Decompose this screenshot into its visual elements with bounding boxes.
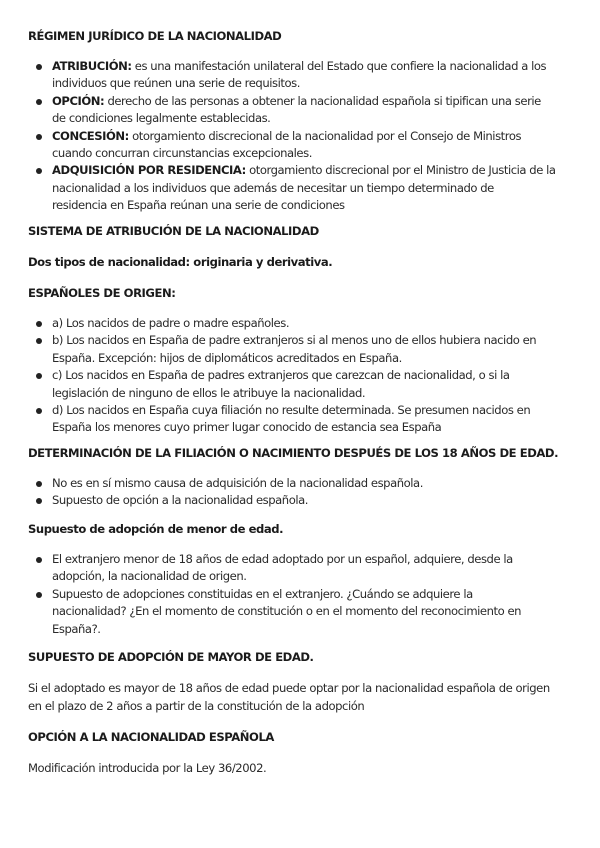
- heading-determinacion-filiacion: DETERMINACIÓN DE LA FILIACIÓN O NACIMIENTO DESPUÉS DE LOS 18 AÑOS DE EDAD.: [28, 446, 559, 460]
- list-item-line: No es en sí mismo causa de adquisición de la nacionalidad española.: [52, 476, 423, 490]
- subheading-tipos-nacionalidad: Dos tipos de nacionalidad: originaria y derivativa.: [28, 255, 333, 269]
- heading-adopcion-menor: Supuesto de adopción de menor de edad.: [28, 522, 284, 536]
- list-item-line: nacionalidad a los individuos que además de necesitar un tiempo determinado de: [52, 180, 494, 195]
- heading-opcion-nacionalidad: OPCIÓN A LA NACIONALIDAD ESPAÑOLA: [28, 730, 274, 744]
- term-definition: otorgamiento discrecional de la nacionalidad por el Consejo de Ministros: [128, 128, 522, 143]
- list-espanoles-origen: [52, 315, 536, 437]
- heading-sistema-atribucion: SISTEMA DE ATRIBUCIÓN DE LA NACIONALIDAD: [28, 224, 319, 238]
- term-label: ATRIBUCIÓN:: [52, 59, 132, 73]
- list-item: [52, 586, 521, 638]
- list-item-adquisicion-residencia: [52, 162, 556, 214]
- list-item-line: [52, 58, 556, 75]
- paragraph-line: en el plazo de 2 años a partir de la constitución de la adopción: [28, 698, 365, 713]
- paragraph-line: Si el adoptado es mayor de 18 años de edad puede optar por la nacionalidad española de origen: [28, 681, 550, 695]
- list-item: [52, 315, 536, 332]
- list-item-line: individuos que reúnen una serie de requisitos.: [52, 76, 300, 91]
- list-item-line: b) Los nacidos en España de padre extranjeros si al menos uno de ellos hubiera nacido en: [52, 333, 537, 348]
- list-item-opcion: [52, 93, 556, 128]
- list-item-line: [52, 93, 556, 110]
- list-item-line: Supuesto de adopciones constituidas en el extranjero. ¿Cuándo se adquiere la: [52, 586, 473, 601]
- term-definition: otorgamiento discrecional por el Ministro de Justicia de la: [245, 163, 556, 178]
- term-label: OPCIÓN:: [52, 93, 105, 108]
- term-definition: es una manifestación unilateral del Estado que confiere la nacionalidad a los: [131, 59, 547, 73]
- list-regimen-juridico: [52, 58, 556, 215]
- heading-adopcion-mayor: SUPUESTO DE ADOPCIÓN DE MAYOR DE EDAD.: [28, 650, 314, 664]
- term-label: ADQUISICIÓN POR RESIDENCIA:: [52, 163, 246, 178]
- list-item-line: [52, 162, 556, 179]
- list-item-line: [52, 128, 556, 145]
- list-item-line: a) Los nacidos de padre o madre españoles.: [52, 316, 290, 330]
- list-item-line: España los menores cuyo primer lugar conocido de estancia sea España: [52, 420, 442, 435]
- list-item-line: nacionalidad? ¿En el momento de constitución o en el momento del reconocimiento en: [52, 604, 522, 619]
- list-item-line: adopción, la nacionalidad de origen.: [52, 569, 247, 584]
- term-label: CONCESIÓN:: [52, 128, 129, 143]
- list-item: [52, 367, 536, 402]
- list-item-line: El extranjero menor de 18 años de edad adoptado por un español, adquiere, desde la: [52, 552, 513, 566]
- paragraph-adopcion-mayor: [28, 680, 550, 715]
- list-item-line: España?.: [52, 621, 101, 636]
- list-item-line: cuando concurran circunstancias excepcionales.: [52, 146, 312, 161]
- list-item-line: España. Excepción: hijos de diplomáticos acreditados en España.: [52, 350, 402, 365]
- list-item-line: legislación de ninguno de ellos le atribuye la nacionalidad.: [52, 385, 366, 400]
- paragraph-opcion-nacionalidad: Modificación introducida por la Ley 36/2002.: [28, 761, 267, 775]
- heading-regimen-juridico: RÉGIMEN JURÍDICO DE LA NACIONALIDAD: [28, 29, 282, 43]
- list-item-line: residencia en España reúnan una serie de condiciones: [52, 198, 345, 213]
- list-item-line: de condiciones legalmente establecidas.: [52, 111, 271, 126]
- list-item: [52, 492, 423, 509]
- list-item-atribucion: [52, 58, 556, 93]
- list-item: [52, 475, 423, 492]
- list-item: [52, 551, 521, 586]
- list-item: [52, 402, 536, 437]
- list-item: [52, 332, 536, 367]
- heading-espanoles-origen: ESPAÑOLES DE ORIGEN:: [28, 286, 176, 300]
- list-item-line: Supuesto de opción a la nacionalidad española.: [52, 493, 308, 508]
- list-item-line: c) Los nacidos en España de padres extranjeros que carezcan de nacionalidad, o si la: [52, 368, 510, 383]
- list-adopcion-menor: [52, 551, 521, 638]
- list-item-line: d) Los nacidos en España cuya filiación no resulte determinada. Se presumen nacidos en: [52, 403, 531, 418]
- list-item-concesion: [52, 128, 556, 163]
- list-determinacion-filiacion: [52, 475, 423, 510]
- term-definition: derecho de las personas a obtener la nacionalidad española si tipifican una serie: [104, 93, 541, 108]
